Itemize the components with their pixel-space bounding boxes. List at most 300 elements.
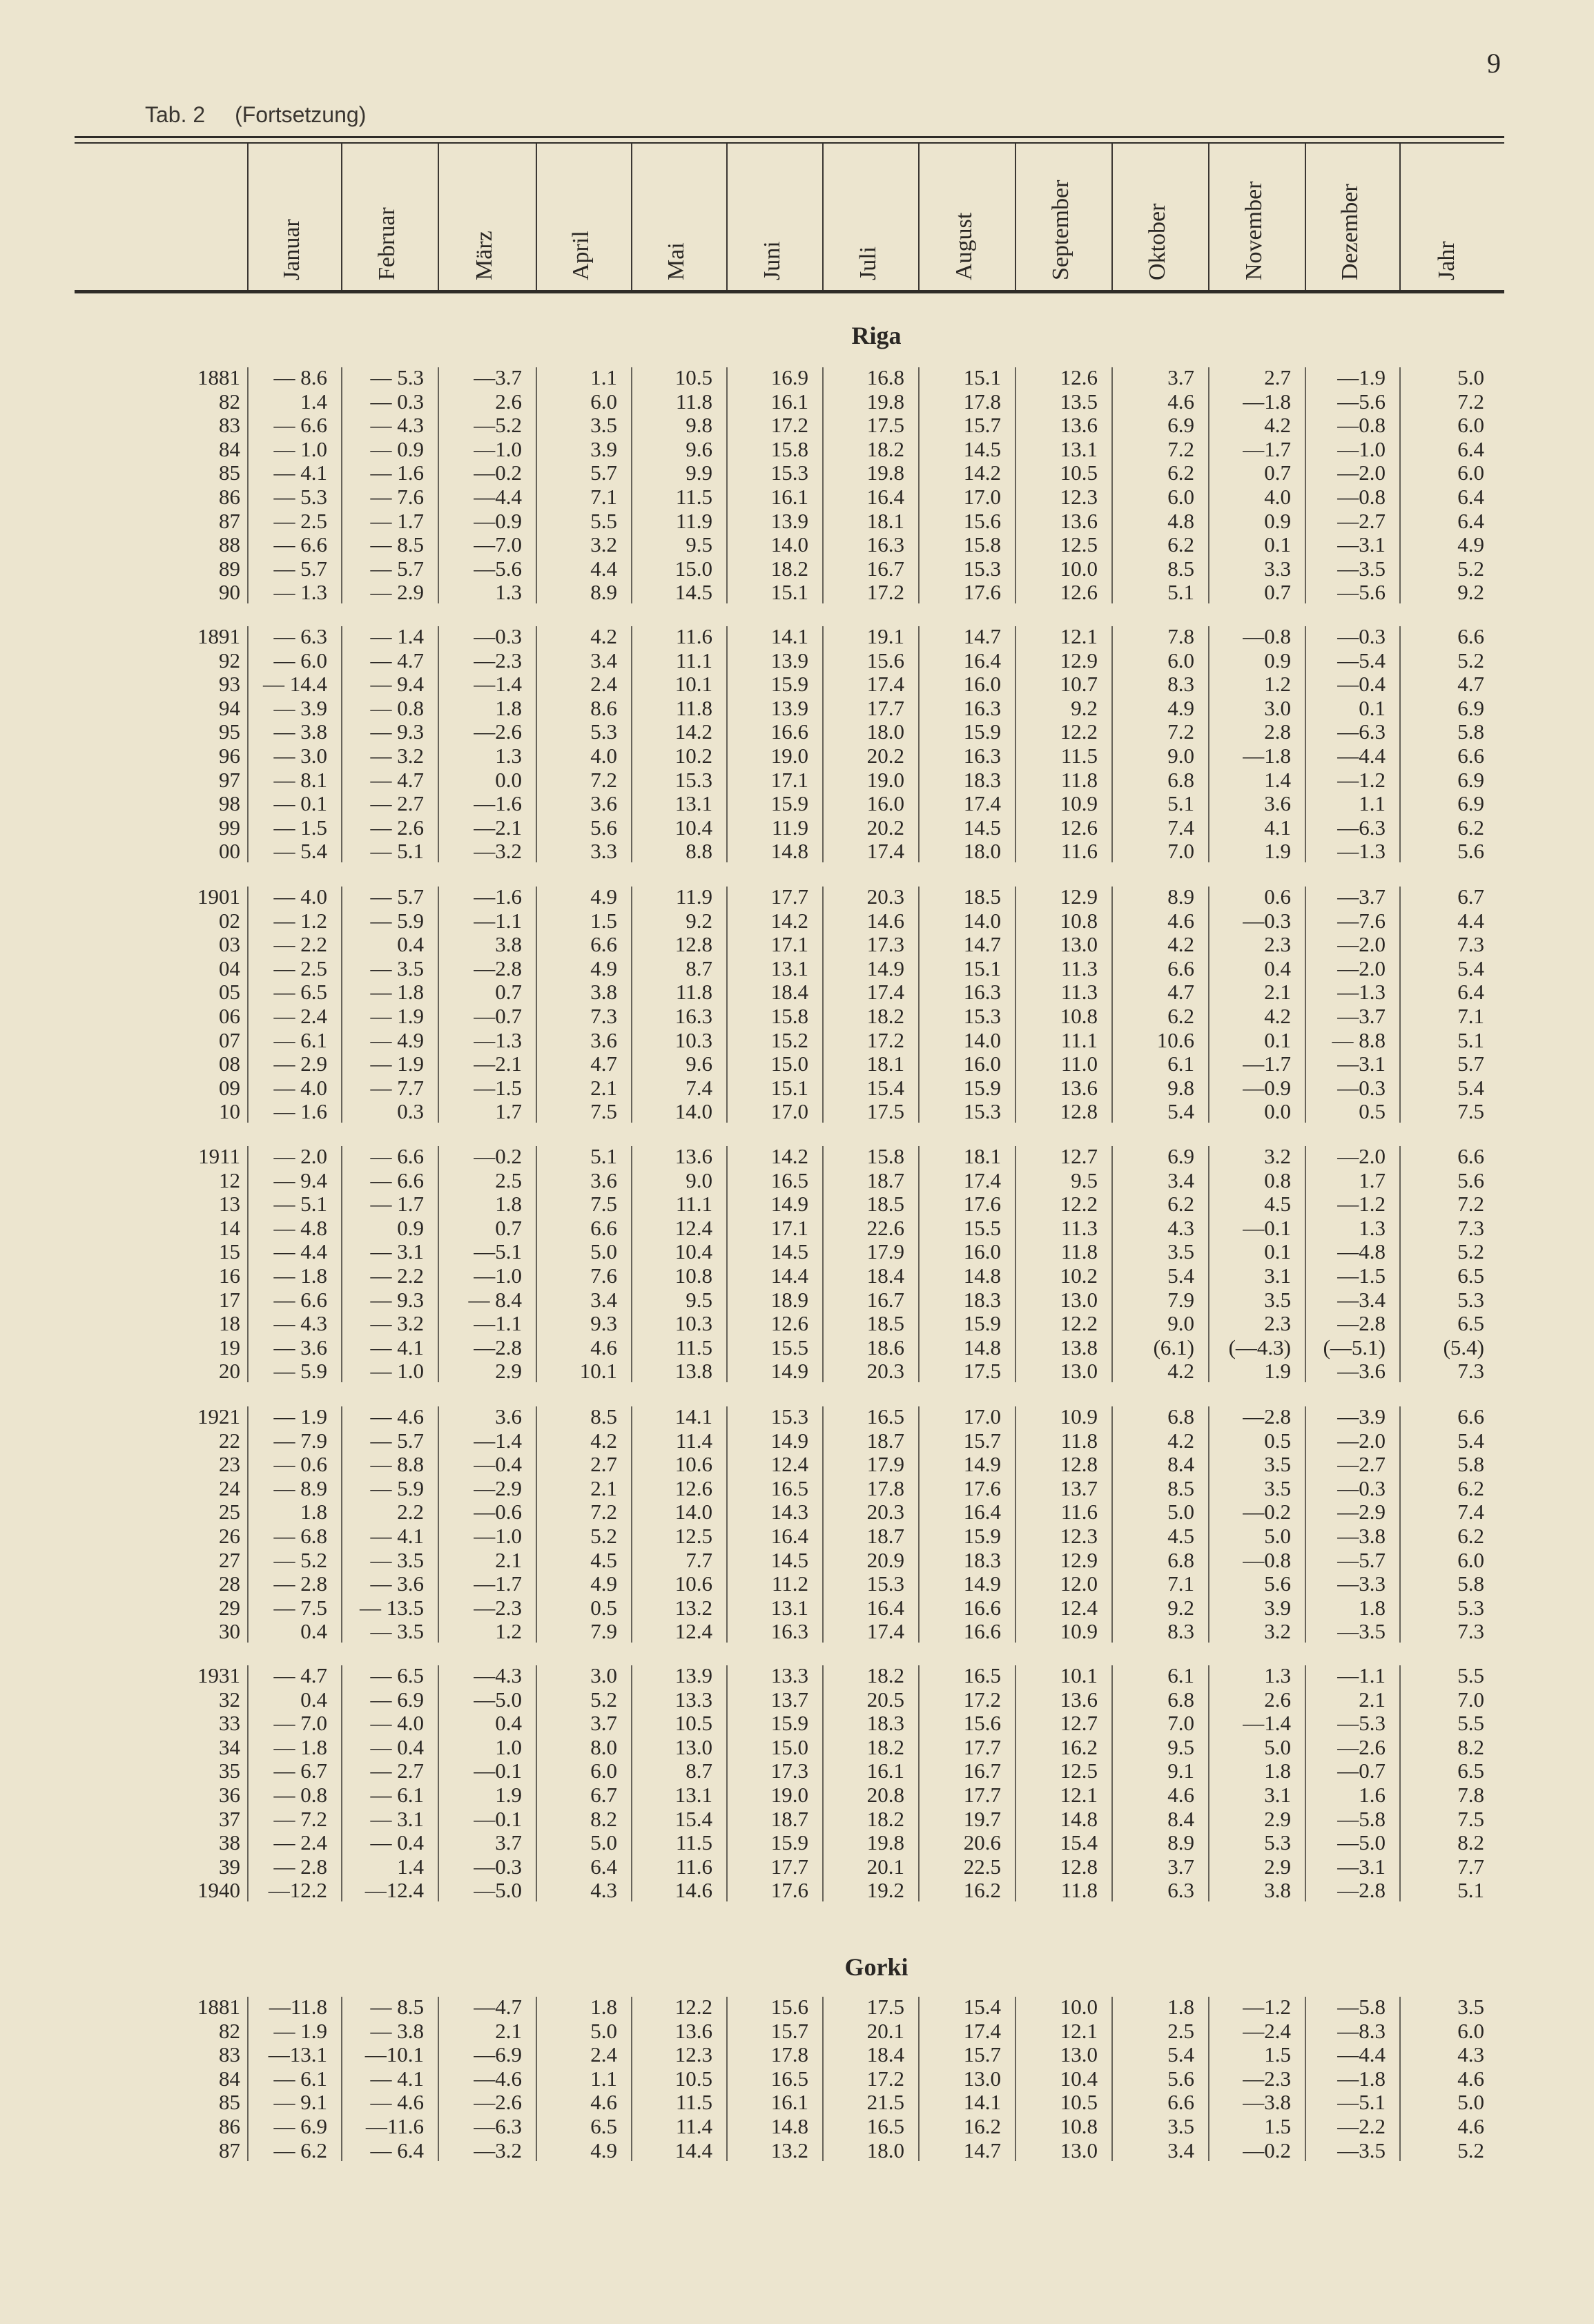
value-cell: — 5.9 xyxy=(370,908,424,933)
value-cell: 13.5 xyxy=(1060,389,1098,414)
table-row xyxy=(142,2043,1498,2067)
value-cell: — 5.3 xyxy=(370,365,424,389)
value-cell: 14.8 xyxy=(770,2113,808,2138)
value-cell: — 14.4 xyxy=(263,672,327,697)
table-caption xyxy=(145,102,389,128)
value-cell: 3.8 xyxy=(590,980,617,1005)
value-cell: 10.6 xyxy=(674,1452,712,1477)
value-cell: 6.6 xyxy=(1457,743,1484,768)
value-cell: — 2.9 xyxy=(273,1052,327,1076)
value-cell: —2.8 xyxy=(1337,1878,1386,1903)
value-cell: 6.7 xyxy=(1457,884,1484,909)
value-cell: 12.0 xyxy=(1060,1571,1098,1596)
value-cell: —0.3 xyxy=(474,624,522,648)
value-cell: 14.9 xyxy=(963,1571,1001,1596)
value-cell: 0.6 xyxy=(1264,884,1291,909)
value-cell: 5.2 xyxy=(1457,556,1484,581)
value-cell: 12.7 xyxy=(1060,1144,1098,1168)
value-cell: —3.5 xyxy=(1337,1619,1386,1644)
table-row xyxy=(142,1429,1498,1453)
value-cell: 7.8 xyxy=(1457,1782,1484,1807)
table-row xyxy=(142,672,1498,697)
row-year: 87 xyxy=(219,2138,240,2162)
row-year: 88 xyxy=(219,532,240,557)
value-cell: 20.3 xyxy=(866,1359,904,1384)
value-cell: 16.7 xyxy=(963,1759,1001,1783)
value-cell: —3.1 xyxy=(1337,532,1386,557)
value-cell: —12.4 xyxy=(365,1878,424,1903)
value-cell: 13.0 xyxy=(963,2066,1001,2091)
row-year: 98 xyxy=(219,791,240,816)
value-cell: —2.7 xyxy=(1337,508,1386,533)
value-cell: 9.3 xyxy=(590,1311,617,1336)
value-cell: 2.2 xyxy=(397,1500,424,1524)
value-cell: 10.6 xyxy=(674,1571,712,1596)
value-cell: 6.6 xyxy=(1457,1404,1484,1429)
value-cell: 20.1 xyxy=(866,1854,904,1879)
value-cell: 18.2 xyxy=(866,1003,904,1028)
value-cell: 10.4 xyxy=(674,1239,712,1264)
value-cell: 14.9 xyxy=(770,1428,808,1453)
value-cell: 10.5 xyxy=(674,2066,712,2091)
value-cell: —1.6 xyxy=(474,884,522,909)
row-year: 36 xyxy=(219,1782,240,1807)
value-cell: 17.4 xyxy=(866,839,904,864)
value-cell: 6.4 xyxy=(1457,484,1484,509)
value-cell: 8.8 xyxy=(686,839,712,864)
value-cell: 7.5 xyxy=(1457,1806,1484,1831)
value-cell: 3.2 xyxy=(1264,1144,1291,1168)
value-cell: —1.5 xyxy=(1337,1263,1386,1288)
value-cell: 1.9 xyxy=(1264,1359,1291,1384)
value-cell: —4.4 xyxy=(1337,2042,1386,2067)
value-cell: 3.0 xyxy=(590,1663,617,1687)
value-cell: — 0.1 xyxy=(273,791,327,816)
table-row xyxy=(142,1169,1498,1193)
value-cell: — 6.5 xyxy=(370,1663,424,1687)
value-cell: —7.0 xyxy=(474,532,522,557)
value-cell: 13.9 xyxy=(770,695,808,720)
value-cell: —0.6 xyxy=(474,1500,522,1524)
value-cell: 4.9 xyxy=(590,2138,617,2162)
value-cell: — 2.9 xyxy=(370,580,424,605)
value-cell: —3.1 xyxy=(1337,1854,1386,1879)
value-cell: 18.5 xyxy=(866,1311,904,1336)
value-cell: 13.9 xyxy=(770,508,808,533)
value-cell: 4.5 xyxy=(1264,1192,1291,1217)
row-year: 84 xyxy=(219,2066,240,2091)
value-cell: 1.5 xyxy=(590,908,617,933)
value-cell: 14.0 xyxy=(963,908,1001,933)
row-year: 26 xyxy=(219,1523,240,1548)
value-cell: 12.8 xyxy=(1060,1452,1098,1477)
value-cell: 12.8 xyxy=(674,932,712,957)
value-cell: 5.1 xyxy=(1167,791,1194,816)
value-cell: 6.2 xyxy=(1457,815,1484,840)
value-cell: 0.9 xyxy=(397,1215,424,1240)
value-cell: 17.7 xyxy=(770,1854,808,1879)
table-row xyxy=(142,909,1498,933)
value-cell: 17.7 xyxy=(963,1734,1001,1759)
value-cell: 10.8 xyxy=(1060,2113,1098,2138)
value-cell: —4.4 xyxy=(1337,743,1386,768)
value-cell: —1.8 xyxy=(1243,743,1291,768)
value-cell: 3.7 xyxy=(1167,1854,1194,1879)
value-cell: 9.2 xyxy=(686,908,712,933)
year-block xyxy=(142,1145,1498,1384)
row-year: 37 xyxy=(219,1806,240,1831)
value-cell: 2.3 xyxy=(1264,932,1291,957)
value-cell: 2.7 xyxy=(1264,365,1291,389)
value-cell: 0.4 xyxy=(397,932,424,957)
value-cell: 18.1 xyxy=(866,1052,904,1076)
value-cell: 0.4 xyxy=(300,1687,327,1712)
value-cell: 12.5 xyxy=(1060,1759,1098,1783)
value-cell: 8.3 xyxy=(1167,672,1194,697)
value-cell: 9.6 xyxy=(686,436,712,461)
value-cell: 16.0 xyxy=(963,672,1001,697)
value-cell: 7.2 xyxy=(590,767,617,792)
value-cell: 18.3 xyxy=(866,1711,904,1736)
value-cell: — 1.0 xyxy=(370,1359,424,1384)
value-cell: 6.6 xyxy=(590,932,617,957)
value-cell: 17.4 xyxy=(866,980,904,1005)
value-cell: 5.1 xyxy=(1167,580,1194,605)
value-cell: — 13.5 xyxy=(360,1595,424,1620)
value-cell: 3.4 xyxy=(1167,1168,1194,1192)
value-cell: 10.1 xyxy=(674,672,712,697)
value-cell: 7.4 xyxy=(686,1075,712,1100)
row-year: 85 xyxy=(219,2090,240,2115)
value-cell: —2.0 xyxy=(1337,1428,1386,1453)
value-cell: 10.2 xyxy=(674,743,712,768)
column-separator xyxy=(1015,144,1016,290)
column-separator xyxy=(631,144,632,290)
column-header-label: April xyxy=(568,231,594,280)
value-cell: 11.8 xyxy=(1060,1428,1098,1453)
value-cell: — 4.0 xyxy=(370,1711,424,1736)
value-cell: 5.4 xyxy=(1167,2042,1194,2067)
value-cell: 1.7 xyxy=(495,1099,522,1124)
value-cell: 6.1 xyxy=(1167,1663,1194,1687)
value-cell: —1.2 xyxy=(1337,767,1386,792)
row-year: 24 xyxy=(219,1475,240,1500)
value-cell: 16.2 xyxy=(963,2113,1001,2138)
value-cell: 6.0 xyxy=(1457,413,1484,438)
value-cell: —8.3 xyxy=(1337,2018,1386,2043)
value-cell: 17.6 xyxy=(963,580,1001,605)
value-cell: 2.1 xyxy=(1359,1687,1386,1712)
value-cell: 17.1 xyxy=(770,932,808,957)
year-block xyxy=(142,1664,1498,1903)
value-cell: — 4.6 xyxy=(370,2090,424,2115)
value-cell: —1.4 xyxy=(474,672,522,697)
row-year: 97 xyxy=(219,767,240,792)
value-cell: 5.6 xyxy=(1167,2066,1194,2091)
value-cell: 5.5 xyxy=(1457,1711,1484,1736)
value-cell: 5.3 xyxy=(1264,1830,1291,1855)
column-separator xyxy=(1208,144,1209,290)
value-cell: —5.6 xyxy=(1337,389,1386,414)
value-cell: 6.0 xyxy=(1457,1547,1484,1572)
value-cell: 9.8 xyxy=(686,413,712,438)
value-cell: — 2.7 xyxy=(370,791,424,816)
value-cell: 17.4 xyxy=(963,2018,1001,2043)
value-cell: 5.8 xyxy=(1457,1571,1484,1596)
value-cell: 0.4 xyxy=(495,1711,522,1736)
value-cell: 6.2 xyxy=(1167,532,1194,557)
value-cell: 6.4 xyxy=(1457,436,1484,461)
value-cell: 6.0 xyxy=(1167,648,1194,672)
value-cell: 6.0 xyxy=(1167,484,1194,509)
value-cell: 2.6 xyxy=(1264,1687,1291,1712)
column-header-label: Oktober xyxy=(1145,203,1170,280)
value-cell: 3.6 xyxy=(590,791,617,816)
table-row xyxy=(142,768,1498,793)
value-cell: 6.5 xyxy=(590,2113,617,2138)
row-year: 38 xyxy=(219,1830,240,1855)
value-cell: 1.9 xyxy=(1264,839,1291,864)
value-cell: 7.5 xyxy=(1457,1099,1484,1124)
value-cell: 6.8 xyxy=(1167,1547,1194,1572)
table-row xyxy=(142,1076,1498,1101)
column-header-label: März xyxy=(472,231,497,280)
row-year: 22 xyxy=(219,1428,240,1453)
value-cell: — 1.6 xyxy=(370,461,424,485)
value-cell: — 4.1 xyxy=(370,1335,424,1359)
value-cell: 5.0 xyxy=(1457,365,1484,389)
value-cell: 4.7 xyxy=(1167,980,1194,1005)
row-year: 99 xyxy=(219,815,240,840)
value-cell: 6.6 xyxy=(1457,624,1484,648)
value-cell: —2.3 xyxy=(474,1595,522,1620)
value-cell: —1.5 xyxy=(474,1075,522,1100)
table-row xyxy=(142,1477,1498,1501)
value-cell: 15.1 xyxy=(770,1075,808,1100)
table-row xyxy=(142,744,1498,768)
table-row xyxy=(142,720,1498,744)
value-cell: 11.2 xyxy=(771,1571,808,1596)
value-cell: —5.8 xyxy=(1337,1806,1386,1831)
value-cell: 17.9 xyxy=(866,1239,904,1264)
value-cell: 0.7 xyxy=(495,1215,522,1240)
value-cell: —5.8 xyxy=(1337,1995,1386,2019)
table-row xyxy=(142,2091,1498,2115)
value-cell: 1.3 xyxy=(495,743,522,768)
value-cell: 10.9 xyxy=(1060,1404,1098,1429)
value-cell: 15.0 xyxy=(770,1734,808,1759)
value-cell: 20.1 xyxy=(866,2018,904,2043)
value-cell: — 4.7 xyxy=(273,1663,327,1687)
value-cell: 4.4 xyxy=(590,556,617,581)
value-cell: 11.3 xyxy=(1060,956,1098,980)
column-header xyxy=(1305,144,1399,290)
value-cell: 7.1 xyxy=(1457,1003,1484,1028)
value-cell: 18.5 xyxy=(963,884,1001,909)
value-cell: —2.6 xyxy=(1337,1734,1386,1759)
value-cell: 18.4 xyxy=(866,1263,904,1288)
value-cell: 13.1 xyxy=(770,1595,808,1620)
value-cell: 4.2 xyxy=(1167,932,1194,957)
value-cell: —6.9 xyxy=(474,2042,522,2067)
table-row xyxy=(142,1620,1498,1644)
value-cell: 19.1 xyxy=(866,624,904,648)
value-cell: — 8.6 xyxy=(273,365,327,389)
value-cell: 16.4 xyxy=(866,484,904,509)
value-cell: — 1.4 xyxy=(370,624,424,648)
value-cell: 11.6 xyxy=(675,624,712,648)
value-cell: 12.5 xyxy=(674,1523,712,1548)
row-year: 29 xyxy=(219,1595,240,1620)
value-cell: 11.4 xyxy=(675,2113,712,2138)
value-cell: 12.5 xyxy=(1060,532,1098,557)
value-cell: (5.4) xyxy=(1443,1335,1484,1359)
value-cell: 12.1 xyxy=(1060,2018,1098,2043)
column-separator xyxy=(438,144,439,290)
value-cell: 11.0 xyxy=(1060,1052,1098,1076)
value-cell: 13.3 xyxy=(674,1687,712,1712)
value-cell: 2.1 xyxy=(590,1475,617,1500)
value-cell: 8.4 xyxy=(1167,1452,1194,1477)
value-cell: 14.6 xyxy=(866,908,904,933)
value-cell: 13.2 xyxy=(770,2138,808,2162)
value-cell: 15.8 xyxy=(866,1144,904,1168)
value-cell: —2.8 xyxy=(474,956,522,980)
value-cell: 17.3 xyxy=(866,932,904,957)
value-cell: 6.9 xyxy=(1457,767,1484,792)
value-cell: 10.0 xyxy=(1060,1995,1098,2019)
value-cell: 4.3 xyxy=(590,1878,617,1903)
value-cell: 14.1 xyxy=(674,1404,712,1429)
value-cell: — 7.9 xyxy=(273,1428,327,1453)
value-cell: — 1.7 xyxy=(370,1192,424,1217)
value-cell: 5.5 xyxy=(1457,1663,1484,1687)
value-cell: —0.3 xyxy=(1243,908,1291,933)
value-cell: 11.5 xyxy=(675,1335,712,1359)
table-row xyxy=(142,461,1498,485)
value-cell: — 8.8 xyxy=(370,1452,424,1477)
value-cell: 17.2 xyxy=(770,413,808,438)
value-cell: 3.5 xyxy=(1167,1239,1194,1264)
value-cell: 12.3 xyxy=(674,2042,712,2067)
year-block xyxy=(142,366,1498,605)
value-cell: 5.8 xyxy=(1457,719,1484,744)
value-cell: —1.1 xyxy=(474,908,522,933)
value-cell: 8.2 xyxy=(590,1806,617,1831)
value-cell: 7.4 xyxy=(1457,1500,1484,1524)
value-cell: 3.4 xyxy=(1167,2138,1194,2162)
value-cell: 10.1 xyxy=(579,1359,617,1384)
column-separator xyxy=(247,144,249,290)
value-cell: 2.6 xyxy=(495,389,522,414)
table-row xyxy=(142,1759,1498,1783)
value-cell: 13.7 xyxy=(1060,1475,1098,1500)
value-cell: 0.5 xyxy=(1264,1428,1291,1453)
value-cell: —0.4 xyxy=(474,1452,522,1477)
table-row xyxy=(142,414,1498,438)
value-cell: —1.0 xyxy=(1337,436,1386,461)
value-cell: 4.2 xyxy=(1264,413,1291,438)
column-separator xyxy=(726,144,728,290)
table-row xyxy=(142,1712,1498,1736)
value-cell: —3.7 xyxy=(1337,884,1386,909)
value-cell: 14.2 xyxy=(963,461,1001,485)
table-row xyxy=(142,1264,1498,1288)
value-cell: 3.0 xyxy=(1264,695,1291,720)
value-cell: 21.5 xyxy=(866,2090,904,2115)
value-cell: —5.2 xyxy=(474,413,522,438)
row-year: 25 xyxy=(219,1500,240,1524)
value-cell: —1.0 xyxy=(474,1523,522,1548)
value-cell: 4.0 xyxy=(1264,484,1291,509)
value-cell: 4.6 xyxy=(1457,2113,1484,2138)
value-cell: — 3.6 xyxy=(370,1571,424,1596)
value-cell: 16.5 xyxy=(770,1475,808,1500)
value-cell: — 4.1 xyxy=(273,461,327,485)
row-year: 95 xyxy=(219,719,240,744)
value-cell: 15.0 xyxy=(674,556,712,581)
value-cell: — 2.4 xyxy=(273,1830,327,1855)
value-cell: —1.4 xyxy=(1243,1711,1291,1736)
value-cell: 13.6 xyxy=(1060,508,1098,533)
column-header xyxy=(438,144,536,290)
value-cell: — 2.0 xyxy=(273,1144,327,1168)
row-year: 89 xyxy=(219,556,240,581)
value-cell: —4.6 xyxy=(474,2066,522,2091)
value-cell: 14.8 xyxy=(770,839,808,864)
value-cell: 17.5 xyxy=(963,1359,1001,1384)
value-cell: 14.2 xyxy=(674,719,712,744)
value-cell: 20.8 xyxy=(866,1782,904,1807)
value-cell: 1.8 xyxy=(1167,1995,1194,2019)
value-cell: 14.9 xyxy=(770,1192,808,1217)
table-row xyxy=(142,1336,1498,1360)
table-row xyxy=(142,1855,1498,1879)
value-cell: 7.3 xyxy=(590,1003,617,1028)
column-header xyxy=(726,144,822,290)
value-cell: 10.4 xyxy=(1060,2066,1098,2091)
value-cell: — 5.1 xyxy=(273,1192,327,1217)
value-cell: 7.8 xyxy=(1167,624,1194,648)
table-row xyxy=(142,1405,1498,1429)
table-row xyxy=(142,1453,1498,1477)
value-cell: 15.7 xyxy=(963,1428,1001,1453)
value-cell: 3.7 xyxy=(495,1830,522,1855)
value-cell: —0.3 xyxy=(1337,1075,1386,1100)
value-cell: — 3.6 xyxy=(273,1335,327,1359)
value-cell: —2.4 xyxy=(1243,2018,1291,2043)
value-cell: 9.5 xyxy=(1167,1734,1194,1759)
value-cell: 17.5 xyxy=(866,413,904,438)
value-cell: 14.1 xyxy=(963,2090,1001,2115)
value-cell: 5.8 xyxy=(1457,1452,1484,1477)
table-row xyxy=(142,390,1498,414)
value-cell: 11.9 xyxy=(771,815,808,840)
value-cell: —0.2 xyxy=(474,461,522,485)
table-row xyxy=(142,980,1498,1005)
value-cell: 5.2 xyxy=(1457,648,1484,672)
value-cell: 11.3 xyxy=(1060,1215,1098,1240)
value-cell: 10.8 xyxy=(674,1263,712,1288)
year-block xyxy=(142,1995,1498,2162)
value-cell: — 3.1 xyxy=(370,1806,424,1831)
value-cell: 15.2 xyxy=(770,1027,808,1052)
value-cell: 16.0 xyxy=(866,791,904,816)
value-cell: 14.0 xyxy=(674,1500,712,1524)
value-cell: 2.5 xyxy=(1167,2018,1194,2043)
value-cell: 11.8 xyxy=(1060,1239,1098,1264)
value-cell: —3.3 xyxy=(1337,1571,1386,1596)
